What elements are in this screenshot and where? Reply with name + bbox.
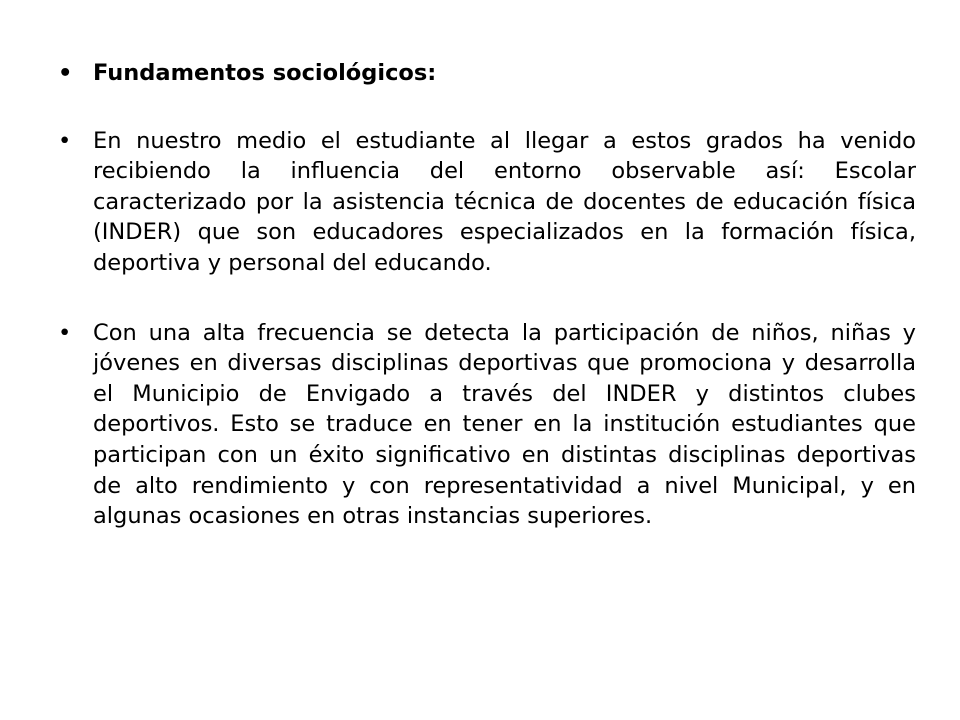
paragraph-entorno: • En nuestro medio el estudiante al llegar a estos grados ha venido recibiendo la influencia del entorno observable así: Escolar caracterizado por la asistencia técnica de docentes de educación física (INDER) que son educadores especializados en la formación física, deportiva y personal del educando. [58, 126, 916, 279]
paragraph-participacion: • Con una alta frecuencia se detecta la participación de niños, niñas y jóvenes en diversas disciplinas deportivas que promociona y desarrolla el Municipio de Envigado a través del INDER y distintos clubes deportivos. Esto se traduce en tener en la institución estudiantes que participan con un éxito significativo en distintas disciplinas deportivas de alto rendimiento y con representatividad a nivel Municipal, y en algunas ocasiones en otras instancias superiores. [58, 318, 916, 532]
bullet-list [58, 58, 916, 532]
section-heading: • Fundamentos sociológicos: [58, 58, 916, 89]
